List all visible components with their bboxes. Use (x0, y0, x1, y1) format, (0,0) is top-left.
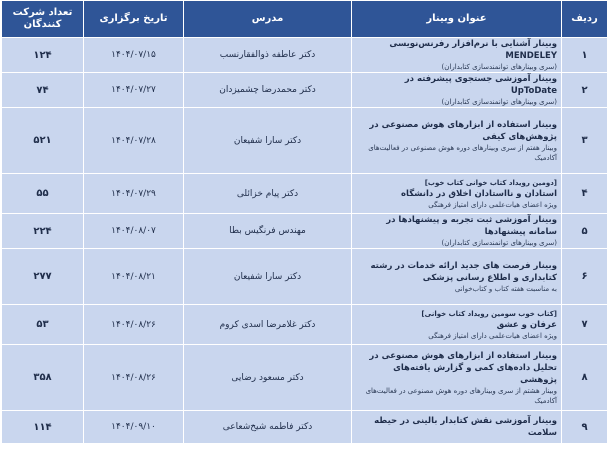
event-date: ۱۴۰۴/۰۷/۲۷ (84, 73, 184, 108)
table-row (2, 73, 608, 108)
header-date: تاریخ برگزاری (84, 1, 184, 38)
header-participants: تعداد شرکت کنندگان (2, 1, 84, 38)
webinar-title (352, 411, 562, 444)
participant-count: ۱۱۴ (2, 411, 84, 444)
title-subtitle: ویژه اعضای هیات‌علمی دارای امتیاز فرهنگی (428, 200, 557, 209)
lecturer-name: دکتر غلامرضا اسدی کروم (184, 305, 352, 345)
webinar-title (352, 108, 562, 174)
event-date: ۱۴۰۴/۰۸/۰۷ (84, 214, 184, 249)
participant-count: ۲۷۷ (2, 249, 84, 305)
title-text: عرفان و عشق (496, 319, 557, 330)
webinar-title (352, 305, 562, 345)
lecturer-name: مهندس فرنگیس بطا (184, 214, 352, 249)
title-subtitle: وبینار هشتم از سری وبینارهای دوره هوش مصنوعی در فعالیت‌های آکادمیک (365, 386, 557, 405)
row-number: ۶ (562, 249, 608, 305)
row-number: ۸ (562, 345, 608, 411)
lecturer-name: دکتر پیام خزائلی (184, 174, 352, 214)
table-row (2, 108, 608, 174)
webinar-title (352, 214, 562, 249)
table-row (2, 174, 608, 214)
header-lecturer: مدرس (184, 1, 352, 38)
row-number: ۵ (562, 214, 608, 249)
participant-count: ۷۴ (2, 73, 84, 108)
header-row-number: ردیف (562, 1, 608, 38)
event-date: ۱۴۰۴/۰۷/۲۹ (84, 174, 184, 214)
title-text: وبینار آموزشی ثبت تجربه و پیشنهادها در سامانه پیشنهادها (386, 215, 557, 237)
title-subtitle: (سری وبینارهای توانمندسازی کتابداران) (441, 63, 557, 71)
table-row (2, 214, 608, 249)
participant-count: ۳۵۸ (2, 345, 84, 411)
row-number: ۷ (562, 305, 608, 345)
title-subtitle: ویژه اعضای هیات‌علمی دارای امتیاز فرهنگی (428, 331, 557, 340)
table-row (2, 411, 608, 444)
row-number: ۲ (562, 73, 608, 108)
table-row (2, 305, 608, 345)
lecturer-name: دکتر سارا شفیعان (184, 108, 352, 174)
participant-count: ۵۳ (2, 305, 84, 345)
event-date: ۱۴۰۴/۰۸/۲۶ (84, 305, 184, 345)
title-text: وبینار آشنایی با نرم‌افزار رفرنس‌نویسی MENDELEY (389, 39, 557, 61)
webinar-title (352, 174, 562, 214)
title-text: وبینار استفاده از ابزارهای هوش مصنوعی در تحلیل داده‌های کمی و گزارش یافته‌های پژوهشی (369, 350, 557, 385)
webinar-title (352, 249, 562, 305)
title-subtitle: وبینار هفتم از سری وبینارهای دوره هوش مصنوعی در فعالیت‌های آکادمیک (368, 143, 557, 162)
lecturer-name: دکتر عاطفه ذوالفقارنسب (184, 38, 352, 73)
header-row (2, 1, 608, 38)
lecturer-name: دکتر مسعود رضایی (184, 345, 352, 411)
participant-count: ۱۲۴ (2, 38, 84, 73)
webinar-title (352, 345, 562, 411)
table-row (2, 38, 608, 73)
participant-count: ۵۵ (2, 174, 84, 214)
row-number: ۳ (562, 108, 608, 174)
title-text: استادان و نااستادان اخلاق در دانشگاه (400, 188, 557, 199)
event-date: ۱۴۰۴/۰۹/۱۰ (84, 411, 184, 444)
event-tag: [کتاب خوب سومین رویداد کتاب خوانی] (421, 309, 557, 318)
table-row (2, 345, 608, 411)
event-tag: [دومین رویداد کتاب خوانی کتاب خوب] (424, 178, 557, 187)
event-date: ۱۴۰۴/۰۷/۱۵ (84, 38, 184, 73)
table-row (2, 249, 608, 305)
webinar-title (352, 73, 562, 108)
row-number: ۴ (562, 174, 608, 214)
participant-count: ۲۲۴ (2, 214, 84, 249)
event-date: ۱۴۰۴/۰۷/۲۸ (84, 108, 184, 174)
title-text: وبینار آموزشی نقش کتابدار بالینی در حیطه سلامت (374, 416, 557, 438)
lecturer-name: دکتر سارا شفیعان (184, 249, 352, 305)
event-date: ۱۴۰۴/۰۸/۲۱ (84, 249, 184, 305)
title-text: وبینار فرصت های جدید ارائه خدمات در رشته کتابداری و اطلاع رسانی پزشکی (370, 260, 557, 283)
lecturer-name: دکتر محمدرضا چشمیزدان (184, 73, 352, 108)
row-number: ۹ (562, 411, 608, 444)
lecturer-name: دکتر فاطمه شیخ‌شعاعی (184, 411, 352, 444)
title-subtitle: (سری وبینارهای توانمندسازی کتابداران) (441, 98, 557, 106)
participant-count: ۵۲۱ (2, 108, 84, 174)
title-subtitle: (سری وبینارهای توانمندسازی کتابداران) (441, 239, 557, 247)
title-text: وبینار استفاده از ابزارهای هوش مصنوعی در پژوهش‌های کیفی (369, 119, 557, 142)
row-number: ۱ (562, 38, 608, 73)
webinar-table (1, 0, 608, 444)
title-subtitle: به مناسبت هفته کتاب و کتاب‌خوانی (454, 284, 557, 293)
webinar-title (352, 38, 562, 73)
header-title: عنوان وبینار (352, 1, 562, 38)
event-date: ۱۴۰۴/۰۸/۲۶ (84, 345, 184, 411)
title-text: وبینار آموزشی جستجوی پیشرفته در UpToDate (404, 74, 557, 96)
